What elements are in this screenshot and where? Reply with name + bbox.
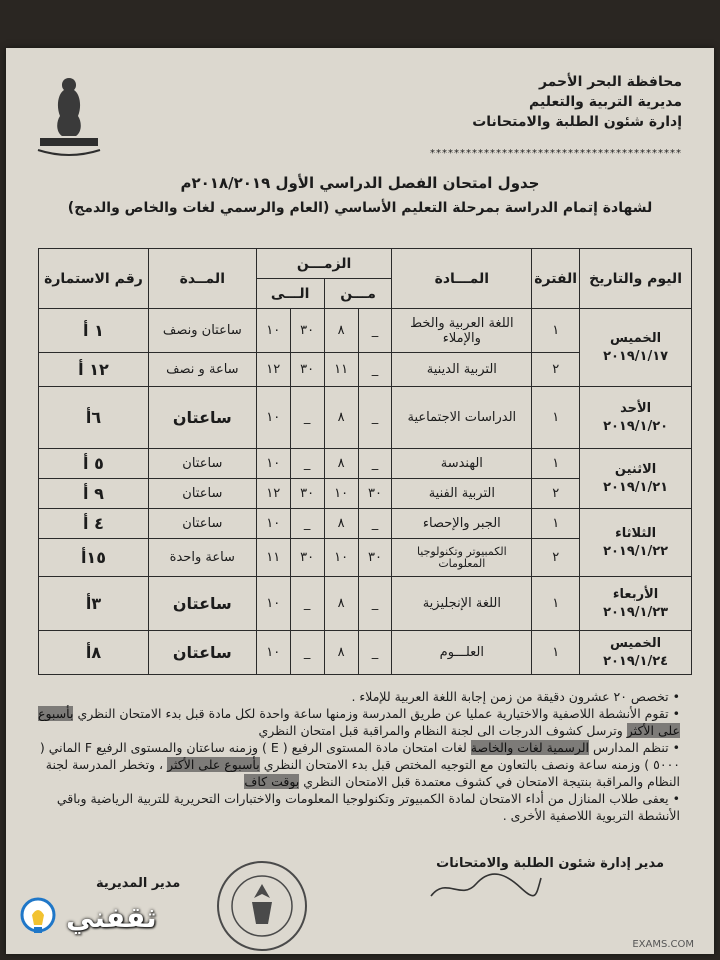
header-subject: المـــادة (392, 249, 532, 309)
to-hour-cell: ١٠ (256, 631, 290, 675)
header-time: الزمـــن (256, 249, 392, 279)
day-cell (580, 509, 692, 577)
table-row (39, 509, 692, 539)
day-cell (580, 577, 692, 631)
issuer-header (422, 72, 682, 132)
period-cell: ١ (532, 631, 580, 675)
to-minute-cell: _ (290, 509, 324, 539)
period-cell: ١ (532, 387, 580, 449)
document-page (6, 48, 714, 954)
from-hour-cell: ٨ (324, 509, 358, 539)
ministry-logo-icon (26, 72, 112, 162)
form-cell: ٦أ (39, 387, 149, 449)
to-hour-cell: ١٠ (256, 577, 290, 631)
form-cell: ٣أ (39, 577, 149, 631)
to-minute-cell: _ (290, 577, 324, 631)
to-hour-cell: ١٢ (256, 479, 290, 509)
form-cell: ١٢ أ (39, 353, 149, 387)
header-to: الـــى (256, 279, 324, 309)
to-hour-cell: ١٠ (256, 509, 290, 539)
note-text: تخصص ٢٠ عشرون دقيقة من زمن إجابة اللغة العربية للإملاء . (351, 689, 669, 704)
form-cell: ١٥أ (39, 539, 149, 577)
note-text: تقوم الأنشطة اللاصفية والاختيارية عمليا عن طريق المدرسة وزمنها ساعة واحدة لكل مادة قبل بدء الامتحان النظري (77, 706, 669, 721)
form-cell: ٩ أ (39, 479, 149, 509)
note-item: • تنظم المدارس الرسمية لغات والخاصة لغات امتحان مادة المستوى الرفيع ( E ) وزمنه ساعتان والمستوى الرفيع F الماني ( ٥٠٠٠ ) وزمنه ساعة ونصف بالتعاون مع التوجيه المختص قبل بدء الامتحان النظري بأسبوع على الأكثر ، وتخطر المدرسة لجنة النظام والمراقبة بنتيجة الامتحان في كشوف معتمدة قبل الامتحان النظري بوقت كاف (39, 740, 680, 789)
official-stamp-icon (214, 858, 310, 954)
day-cell (580, 631, 692, 675)
from-hour-cell: ١٠ (324, 479, 358, 509)
subject-cell: اللغة الإنجليزية (392, 577, 532, 631)
period-cell: ١ (532, 577, 580, 631)
department-signature-title: مدير إدارة شئون الطلبة والامتحانات (436, 856, 664, 871)
day-date: ٢٠١٩/١/٢٢ (603, 543, 669, 559)
subject-cell: الجبر والإحصاء (392, 509, 532, 539)
department-line: إدارة شئون الطلبة والامتحانات (472, 114, 682, 130)
note-highlight: بأسبوع على الأكثر (38, 706, 680, 738)
subject-cell: التربية الدينية (392, 353, 532, 387)
from-minute-cell: ٣٠ (358, 539, 392, 577)
subject-cell: اللغة العربية والخط والإملاء (392, 309, 532, 353)
from-hour-cell: ٨ (324, 631, 358, 675)
period-cell: ١ (532, 309, 580, 353)
subject-cell: التربية الفنية (392, 479, 532, 509)
header-from: مـــن (324, 279, 392, 309)
to-minute-cell: ٣٠ (290, 479, 324, 509)
from-minute-cell: _ (358, 353, 392, 387)
to-hour-cell: ١١ (256, 539, 290, 577)
to-minute-cell: ٣٠ (290, 539, 324, 577)
note-highlight: بأسبوع على الأكثر (167, 757, 260, 772)
table-row (39, 631, 692, 675)
from-minute-cell: ٣٠ (358, 479, 392, 509)
to-minute-cell: _ (290, 449, 324, 479)
duration-cell: ساعتان (148, 479, 256, 509)
duration-cell: ساعتان (148, 387, 256, 449)
from-hour-cell: ١٠ (324, 539, 358, 577)
governorate-line: محافظة البحر الأحمر (538, 74, 682, 90)
day-name: الخميس (610, 330, 662, 346)
to-minute-cell: _ (290, 631, 324, 675)
from-minute-cell: _ (358, 631, 392, 675)
from-minute-cell: _ (358, 309, 392, 353)
table-row (39, 449, 692, 479)
day-date: ٢٠١٩/١/٢١ (603, 479, 669, 495)
subject-cell: الدراسات الاجتماعية (392, 387, 532, 449)
directorate-line: مديرية التربية والتعليم (529, 94, 682, 110)
note-highlight: الرسمية لغات والخاصة (470, 740, 590, 755)
note-text: وترسل كشوف الدرجات الى لجنة النظام والمراقبة قبل امتحان النظري (258, 723, 623, 738)
note-text: يعفى طلاب المنازل من أداء الامتحان لمادة الكمبيوتر وتكنولوجيا المعلومات والاختبارات التحريرية للتربية الرياضية وباقي الأنشطة التربوية اللاصفية الأخرى . (56, 791, 680, 823)
subject-cell: الهندسة (392, 449, 532, 479)
form-cell: ١ أ (39, 309, 149, 353)
subject-cell: الكمبيوتر وتكنولوجيا المعلومات (392, 539, 532, 577)
table-header-row (39, 249, 692, 279)
day-cell (580, 449, 692, 509)
from-minute-cell: _ (358, 387, 392, 449)
to-hour-cell: ١٢ (256, 353, 290, 387)
from-minute-cell: _ (358, 577, 392, 631)
from-hour-cell: ٨ (324, 309, 358, 353)
table-row (39, 309, 692, 353)
duration-cell: ساعتان (148, 509, 256, 539)
subject-cell: العلـــوم (392, 631, 532, 675)
lightbulb-icon (16, 895, 60, 939)
to-hour-cell: ١٠ (256, 309, 290, 353)
brand-name: ثقفني (66, 901, 157, 934)
period-cell: ٢ (532, 353, 580, 387)
to-hour-cell: ١٠ (256, 449, 290, 479)
form-cell: ٤ أ (39, 509, 149, 539)
day-date: ٢٠١٩/١/١٧ (603, 348, 669, 364)
header-period: الفترة (532, 249, 580, 309)
source-site-label: EXAMS.COM (632, 939, 694, 950)
exam-subtitle: لشهادة إتمام الدراسة بمرحلة التعليم الأساسي (العام والرسمي لغات والخاص والدمج) (67, 200, 653, 216)
day-date: ٢٠١٩/١/٢٣ (603, 604, 669, 620)
from-minute-cell: _ (358, 449, 392, 479)
table-row (39, 387, 692, 449)
duration-cell: ساعة واحدة (148, 539, 256, 577)
from-hour-cell: ٨ (324, 577, 358, 631)
star-divider: ****************************************** (430, 148, 682, 159)
exam-schedule-table (38, 248, 692, 675)
from-hour-cell: ٨ (324, 387, 358, 449)
handwritten-signature-icon (426, 866, 546, 906)
note-item: • تخصص ٢٠ عشرون دقيقة من زمن إجابة اللغة العربية للإملاء . (351, 689, 680, 704)
notes-section (30, 688, 680, 824)
exam-title: جدول امتحان الفصل الدراسي الأول ٢٠١٨/٢٠١٩م (180, 174, 540, 192)
to-minute-cell: _ (290, 387, 324, 449)
day-name: الثلاثاء (615, 525, 657, 541)
form-cell: ٨أ (39, 631, 149, 675)
duration-cell: ساعتان (148, 577, 256, 631)
day-name: الخميس (610, 635, 662, 651)
duration-cell: ساعة و نصف (148, 353, 256, 387)
header-form: رقم الاستمارة (39, 249, 149, 309)
from-minute-cell: _ (358, 509, 392, 539)
form-cell: ٥ أ (39, 449, 149, 479)
to-hour-cell: ١٠ (256, 387, 290, 449)
note-text: لغات امتحان مادة المستوى الرفيع ( E ) وزمنه ساعتان والمستوى الرفيع F الماني ( ٥٠٠٠ ) وزمنه ساعة ونصف بالتعاون مع التوجيه المختص قبل بدء الامتحان النظري (39, 740, 680, 772)
table-row (39, 577, 692, 631)
period-cell: ١ (532, 449, 580, 479)
day-date: ٢٠١٩/١/٢٠ (603, 418, 669, 434)
directorate-signature-title: مدير المديرية (96, 876, 181, 891)
from-hour-cell: ١١ (324, 353, 358, 387)
to-minute-cell: ٣٠ (290, 353, 324, 387)
header-day: اليوم والتاريخ (580, 249, 692, 309)
period-cell: ١ (532, 509, 580, 539)
note-text: تنظم المدارس (593, 740, 669, 755)
from-hour-cell: ٨ (324, 449, 358, 479)
header-duration: المــدة (148, 249, 256, 309)
day-name: الاثنين (614, 461, 657, 477)
period-cell: ٢ (532, 479, 580, 509)
note-item: • يعفى طلاب المنازل من أداء الامتحان لمادة الكمبيوتر وتكنولوجيا المعلومات والاختبارات التحريرية للتربية الرياضية وباقي الأنشطة التربوية اللاصفية الأخرى . (56, 791, 680, 823)
day-name: الأحد (620, 400, 652, 416)
day-date: ٢٠١٩/١/٢٤ (603, 653, 669, 669)
period-cell: ٢ (532, 539, 580, 577)
note-text: ، وتخطر المدرسة لجنة النظام والمراقبة بنتيجة الامتحان في كشوف معتمدة قبل الامتحان النظري (45, 757, 680, 789)
to-minute-cell: ٣٠ (290, 309, 324, 353)
note-item: • تقوم الأنشطة اللاصفية والاختيارية عمليا عن طريق المدرسة وزمنها ساعة واحدة لكل مادة قبل بدء الامتحان النظري بأسبوع على الأكثر وترسل كشوف الدرجات الى لجنة النظام والمراقبة قبل امتحان النظري (38, 706, 680, 738)
day-cell (580, 309, 692, 387)
duration-cell: ساعتان (148, 631, 256, 675)
duration-cell: ساعتان (148, 449, 256, 479)
brand-watermark (6, 895, 216, 939)
note-highlight: بوقت كاف (244, 774, 300, 789)
day-cell (580, 387, 692, 449)
duration-cell: ساعتان ونصف (148, 309, 256, 353)
day-name: الأربعاء (612, 586, 659, 602)
